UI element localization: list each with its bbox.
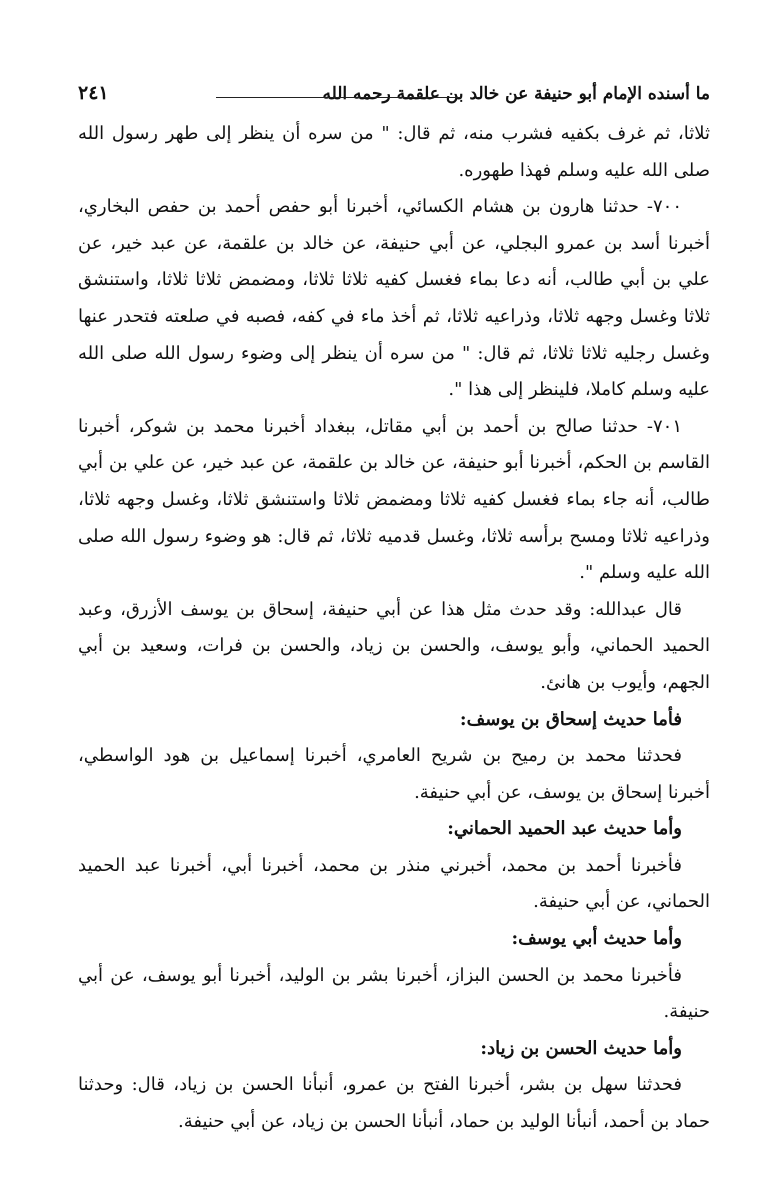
paragraph: قال عبدالله: وقد حدث مثل هذا عن أبي حنيفة، إسحاق بن يوسف الأزرق، وعبد الحميد الحماني، وأبو يوسف، والحسن بن زياد، والحسن بن فرات، وسعيد بن أبي الجهم، وأيوب بن هانئ. <box>78 598 710 693</box>
paragraph: فأخبرنا أحمد بن محمد، أخبرني منذر بن محمد، أخبرنا أبي، أخبرنا عبد الحميد الحماني، عن أبي حنيفة. <box>78 854 710 913</box>
book-page <box>78 80 710 1141</box>
paragraph: فأخبرنا محمد بن الحسن البزاز، أخبرنا بشر بن الوليد، أخبرنا أبو يوسف، عن أبي حنيفة. <box>78 964 710 1023</box>
page-header <box>78 80 710 116</box>
page-body <box>78 116 710 1141</box>
hadith-701: ٧٠١- حدثنا صالح بن أحمد بن أبي مقاتل، ببغداد أخبرنا محمد بن شوكر، أخبرنا القاسم بن الحكم، أخبرنا أبو حنيفة، عن خالد بن علقمة، عن عبد خير، عن علي بن أبي طالب، أنه جاء بماء فغسل كفيه ثلاثا ومضمض ثلاثا واستنشق ثلاثا، وغسل وجهه ثلاثا، وذراعيه ثلاثا ومسح برأسه ثلاثا، وغسل قدميه ثلاثا، ثم قال: هو وضوء رسول الله صلى الله عليه وسلم ". <box>78 415 710 584</box>
section-heading: وأما حديث عبد الحميد الحماني: <box>447 818 682 840</box>
header-rule <box>216 97 462 98</box>
hadith-700: ٧٠٠- حدثنا هارون بن هشام الكسائي، أخبرنا أبو حفص أحمد بن حفص البخاري، أخبرنا أسد بن عمرو البجلي، عن أبي حنيفة، عن خالد بن علقمة، عن عبد خير، عن علي بن أبي طالب، أنه دعا بماء فغسل كفيه ثلاثا ثلاثا، ومضمض ثلاثا ثلاثا، واستنشق ثلاثا وغسل وجهه ثلاثا، وذراعيه ثلاثا، ثم أخذ ماء في كفه، فصبه في صلعته فتحدر عنها وغسل رجليه ثلاثا ثلاثا، ثم قال: " من سره أن ينظر إلى وضوء رسول الله صلى الله عليه وسلم كاملا، فلينظر إلى هذا ". <box>78 196 710 401</box>
page-number: ٢٤١ <box>78 82 109 104</box>
running-title: ما أسنده الإمام أبو حنيفة عن خالد بن علقمة رحمه الله <box>322 84 710 104</box>
paragraph: فحدثنا محمد بن رميح بن شريح العامري، أخبرنا إسماعيل بن هود الواسطي، أخبرنا إسحاق بن يوسف، عن أبي حنيفة. <box>78 745 710 803</box>
paragraph: ثلاثا، ثم غرف بكفيه فشرب منه، ثم قال: " من سره أن ينظر إلى طهر رسول الله صلى الله عليه وسلم فهذا طهوره. <box>78 123 710 181</box>
paragraph: فحدثنا سهل بن بشر، أخبرنا الفتح بن عمرو، أنبأنا الحسن بن زياد، قال: وحدثنا حماد بن أحمد، أنبأنا الوليد بن حماد، أنبأنا الحسن بن زياد، عن أبي حنيفة. <box>78 1074 710 1133</box>
section-heading: وأما حديث أبي يوسف: <box>511 928 682 950</box>
section-heading: وأما حديث الحسن بن زياد: <box>480 1037 682 1059</box>
section-heading: فأما حديث إسحاق بن يوسف: <box>459 708 682 730</box>
